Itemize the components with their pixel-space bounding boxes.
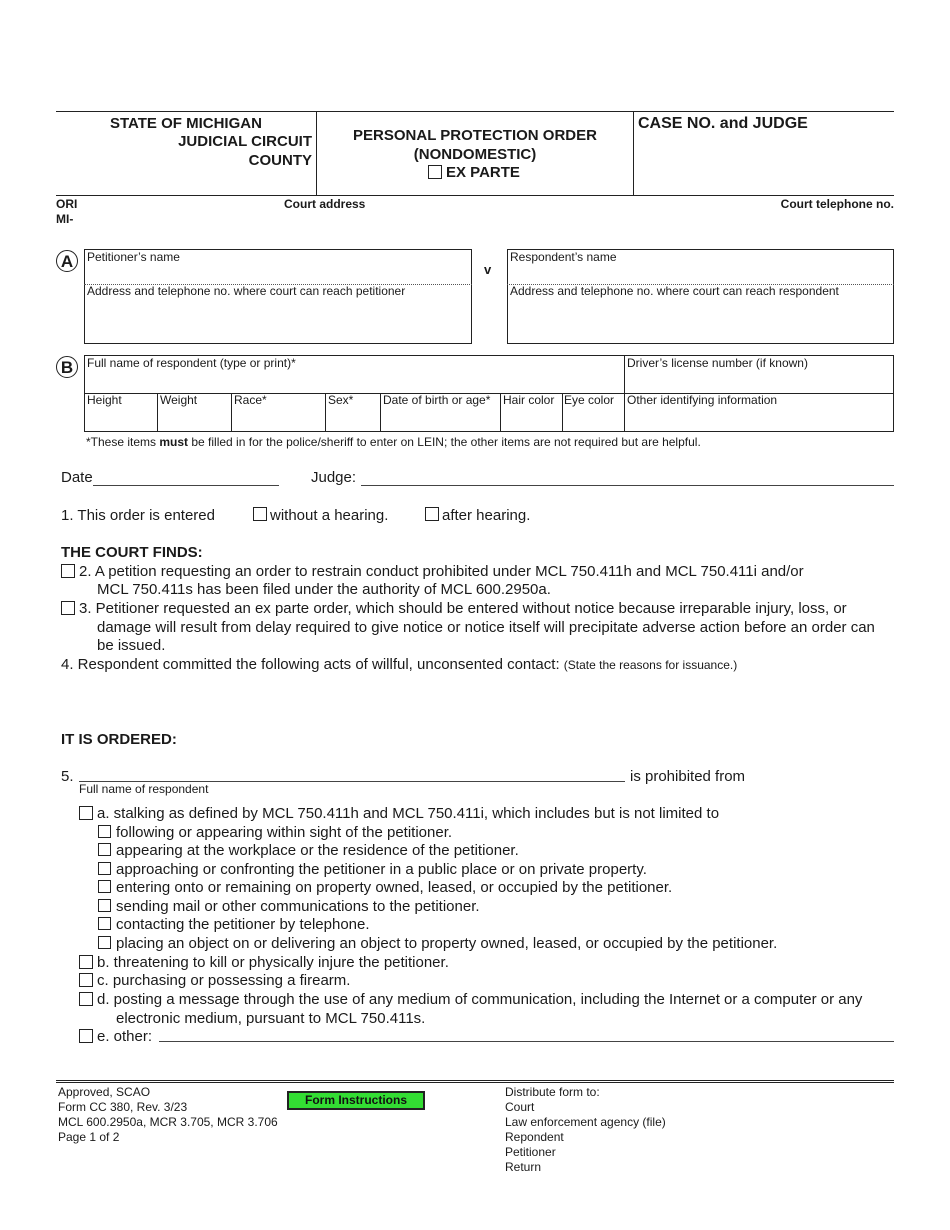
without-hearing-checkbox[interactable] [253,507,267,521]
recipient-petitioner: Petitioner [505,1145,556,1159]
page-number: Page 1 of 2 [58,1130,120,1144]
without-hearing-label: without a hearing. [270,507,389,524]
col-divider-3 [325,393,326,432]
col-divider-5 [500,393,501,432]
recipient-law-enforcement: Law enforcement agency (file) [505,1115,666,1129]
hair-color-label: Hair color [503,393,555,407]
ori-label: ORI [56,197,78,211]
eye-color-label: Eye color [564,393,615,407]
item-5-caption: Full name of respondent [79,782,209,796]
judge-label: Judge: [311,469,357,486]
section-b-marker: B [56,356,78,378]
stalking-item-4-label: entering onto or remaining on property owned, leased, or occupied by the petitioner. [116,879,673,896]
finding-2-line-2: MCL 750.411s has been filed under the authority of MCL 600.2950a. [97,581,551,598]
col-divider-1 [157,393,158,432]
item-5-tail: is prohibited from [630,768,746,785]
finding-3-checkbox[interactable] [61,601,75,615]
ex-parte-checkbox[interactable] [428,165,442,179]
dob-label: Date of birth or age* [383,393,491,407]
prohibit-c-label: c. purchasing or possessing a firearm. [97,972,351,989]
it-is-ordered-heading: IT IS ORDERED: [61,731,177,748]
license-divider [624,355,625,432]
after-hearing-label: after hearing. [442,507,531,524]
stalking-item-6-label: contacting the petitioner by telephone. [116,916,370,933]
finding-3-line-1: 3. Petitioner requested an ex parte order, which should be entered without notice because irreparable injury, loss, or [79,600,847,617]
form-instructions-button[interactable]: Form Instructions [287,1091,425,1110]
stalking-item-7-checkbox[interactable] [98,936,111,949]
prohibit-b-label: b. threatening to kill or physically injure the petitioner. [97,954,449,971]
stalking-item-2-checkbox[interactable] [98,843,111,856]
stalking-item-4-checkbox[interactable] [98,880,111,893]
stalking-item-6-checkbox[interactable] [98,917,111,930]
ex-parte-label: EX PARTE [446,164,520,181]
form-subtitle: (NONDOMESTIC) [413,146,537,163]
form-number: Form CC 380, Rev. 3/23 [58,1100,188,1114]
versus-label: v [484,262,492,277]
date-field[interactable] [93,485,279,486]
prohibit-e-label: e. other: [97,1028,153,1045]
race-label: Race* [234,393,267,407]
finding-2-checkbox[interactable] [61,564,75,578]
stalking-item-3-checkbox[interactable] [98,862,111,875]
stalking-item-1-label: following or appearing within sight of the petitioner. [116,824,453,841]
license-label: Driver’s license number (if known) [627,356,808,370]
state-label: STATE OF MICHIGAN [110,115,262,132]
prohibit-d-line-2: electronic medium, pursuant to MCL 750.411s. [116,1010,426,1027]
distribute-label: Distribute form to: [505,1085,600,1099]
lein-note: *These items must be filled in for the police/sheriff to enter on LEIN; the other items are not required but are helpful. [86,435,701,449]
other-field[interactable] [159,1041,894,1042]
recipient-court: Court [505,1100,535,1114]
prohibit-e-checkbox[interactable] [79,1029,93,1043]
other-info-label: Other identifying information [627,393,778,407]
stalking-item-1-checkbox[interactable] [98,825,111,838]
finding-3-line-2: damage will result from delay required to give notice or notice itself will precipitate adverse action before an order can [97,619,875,636]
height-label: Height [87,393,122,407]
item-5-number: 5. [61,768,74,785]
prohibit-a-checkbox[interactable] [79,806,93,820]
mi-label: MI- [56,212,74,226]
mcl-reference: MCL 600.2950a, MCR 3.705, MCR 3.706 [58,1115,278,1129]
judge-field[interactable] [361,485,894,486]
respondent-name-label: Respondent’s name [510,250,617,264]
col-divider-4 [380,393,381,432]
court-address-label: Court address [284,197,366,211]
col-divider-2 [231,393,232,432]
court-finds-heading: THE COURT FINDS: [61,544,203,561]
form-title: PERSONAL PROTECTION ORDER [353,127,597,144]
prohibit-d-checkbox[interactable] [79,992,93,1006]
finding-3-line-3: be issued. [97,637,166,654]
prohibit-d-line-1: d. posting a message through the use of any medium of communication, including the Internet or a computer or any [97,991,863,1008]
recipient-return: Return [505,1160,542,1174]
stalking-item-5-label: sending mail or other communications to the petitioner. [116,898,480,915]
approved-label: Approved, SCAO [58,1085,151,1099]
sex-label: Sex* [328,393,354,407]
stalking-item-3-label: approaching or confronting the petitioner in a public place or on private property. [116,861,647,878]
header-bottom-rule [56,195,894,196]
stalking-item-5-checkbox[interactable] [98,899,111,912]
stalking-item-2-label: appearing at the workplace or the residence of the petitioner. [116,842,519,859]
prohibit-b-checkbox[interactable] [79,955,93,969]
item-1-text: 1. This order is entered [61,507,215,524]
petitioner-address-label: Address and telephone no. where court can reach petitioner [87,284,406,298]
date-label: Date [61,469,93,486]
finding-2-line-1: 2. A petition requesting an order to restrain conduct prohibited under MCL 750.411h and MCL 750.411i and/or [79,563,804,580]
header-divider-right [633,111,634,195]
recipient-respondent: Repondent [505,1130,564,1144]
county-label: COUNTY [248,152,312,169]
header-top-rule [56,111,894,112]
petitioner-name-label: Petitioner’s name [87,250,180,264]
stalking-item-7-label: placing an object on or delivering an object to property owned, leased, or occupied by the petitioner. [116,935,778,952]
prohibit-c-checkbox[interactable] [79,973,93,987]
after-hearing-checkbox[interactable] [425,507,439,521]
col-divider-6 [562,393,563,432]
case-no-label: CASE NO. and JUDGE [638,115,808,132]
court-phone-label: Court telephone no. [780,197,894,211]
footer-rule [56,1080,894,1083]
section-a-marker: A [56,250,78,272]
finding-4: 4. Respondent committed the following acts of willful, unconsented contact: (State the reasons for issuance.) [61,656,738,673]
respondent-address-label: Address and telephone no. where court can reach respondent [510,284,839,298]
prohibit-a-label: a. stalking as defined by MCL 750.411h and MCL 750.411i, which includes but is not limited to [97,805,720,822]
weight-label: Weight [160,393,198,407]
circuit-label: JUDICIAL CIRCUIT [178,133,312,150]
full-name-label: Full name of respondent (type or print)* [87,356,296,370]
